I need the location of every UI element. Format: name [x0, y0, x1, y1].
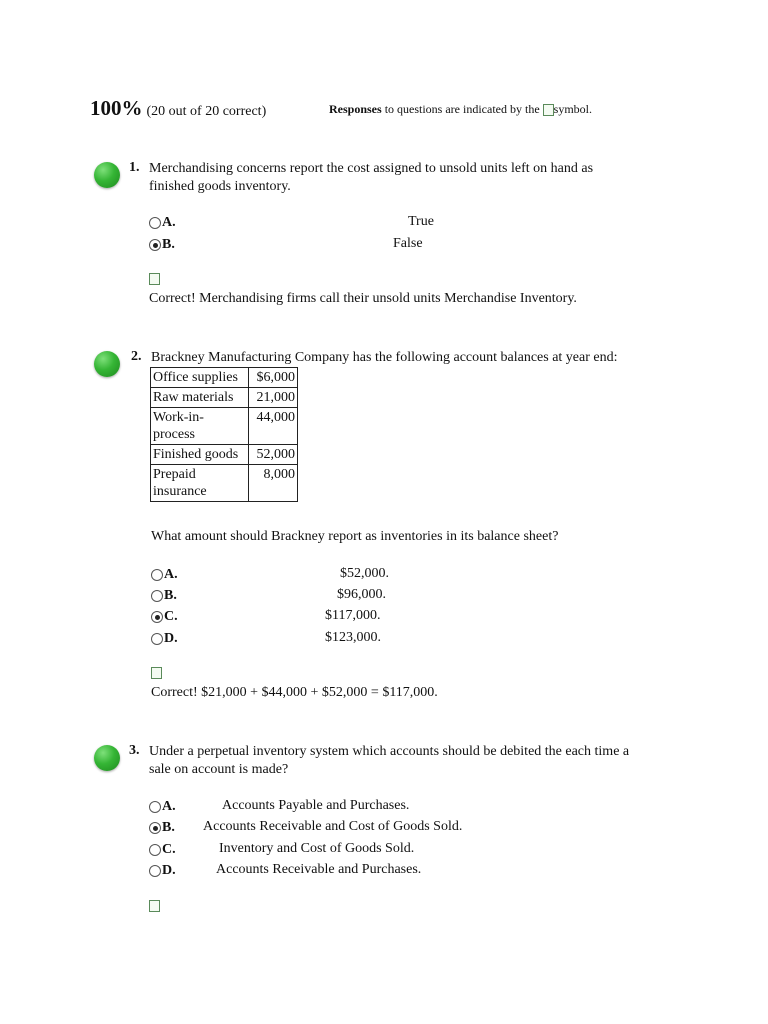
account-label: Office supplies — [151, 368, 249, 388]
question-text — [149, 743, 629, 779]
account-value: $6,000 — [248, 368, 297, 388]
score-percent: 100% — [90, 96, 143, 120]
feedback-text: Correct! Merchandising firms call their unsold units Merchandise Inventory. — [149, 291, 577, 306]
option-letter: D. — [162, 863, 176, 878]
response-indicator-icon — [149, 900, 160, 912]
option-letter: B. — [164, 588, 177, 603]
option-letter: D. — [164, 631, 178, 646]
radio-button-selected[interactable] — [151, 611, 163, 623]
question-number: 2. — [131, 349, 142, 364]
option-letter: B. — [162, 237, 175, 252]
feedback-text: Correct! $21,000 + $44,000 + $52,000 = $117,000. — [151, 685, 438, 700]
question-text: Brackney Manufacturing Company has the following account balances at year end: — [151, 350, 618, 365]
account-label: Raw materials — [151, 388, 249, 408]
option-letter: C. — [162, 842, 176, 857]
option-text: $52,000. — [340, 566, 389, 581]
account-label: Work-in-process — [151, 408, 249, 445]
correct-check-icon — [94, 162, 120, 188]
option-letter: A. — [162, 215, 176, 230]
option-d[interactable] — [151, 631, 178, 647]
correct-check-icon — [94, 351, 120, 377]
question-text-line: finished goods inventory. — [149, 179, 291, 194]
account-value: 21,000 — [248, 388, 297, 408]
table-row — [151, 388, 298, 408]
table-row — [151, 368, 298, 388]
option-d[interactable] — [149, 863, 176, 879]
option-letter: A. — [162, 799, 176, 814]
table-row — [151, 445, 298, 465]
legend-end: symbol. — [553, 102, 592, 116]
option-c[interactable] — [151, 609, 178, 625]
question-number: 3. — [129, 743, 140, 758]
account-value: 44,000 — [248, 408, 297, 445]
option-text: $117,000. — [325, 608, 381, 623]
option-a[interactable] — [149, 799, 176, 815]
question-text — [149, 160, 593, 196]
score-summary — [90, 96, 266, 121]
radio-button[interactable] — [149, 844, 161, 856]
option-letter: A. — [164, 567, 178, 582]
question-text-line: Merchandising concerns report the cost assigned to unsold units left on hand as — [149, 161, 594, 176]
option-text: False — [393, 236, 423, 251]
option-text: Accounts Payable and Purchases. — [222, 798, 410, 813]
option-text: $123,000. — [325, 630, 381, 645]
option-text: Inventory and Cost of Goods Sold. — [219, 841, 415, 856]
option-text: $96,000. — [337, 587, 386, 602]
radio-button[interactable] — [149, 801, 161, 813]
radio-button[interactable] — [149, 865, 161, 877]
radio-button[interactable] — [151, 569, 163, 581]
option-c[interactable] — [149, 842, 176, 858]
response-indicator-icon — [149, 273, 160, 285]
question-prompt: What amount should Brackney report as inventories in its balance sheet? — [151, 529, 559, 544]
account-balances-table — [150, 367, 298, 502]
option-b[interactable] — [149, 820, 175, 836]
legend-text: to questions are indicated by the — [381, 102, 543, 116]
account-value: 8,000 — [248, 465, 297, 502]
response-indicator-icon — [151, 667, 162, 679]
option-text: Accounts Receivable and Cost of Goods Sold. — [203, 819, 463, 834]
score-detail: (20 out of 20 correct) — [146, 104, 267, 119]
account-label: Prepaid insurance — [151, 465, 249, 502]
radio-button[interactable] — [151, 633, 163, 645]
account-value: 52,000 — [248, 445, 297, 465]
option-a[interactable] — [151, 567, 178, 583]
table-row — [151, 408, 298, 445]
question-text-line: Under a perpetual inventory system which accounts should be debited the each time a — [149, 744, 630, 759]
radio-button-selected[interactable] — [149, 239, 161, 251]
option-b[interactable] — [149, 237, 175, 253]
option-a[interactable] — [149, 215, 176, 231]
option-text: True — [408, 214, 434, 229]
radio-button[interactable] — [151, 590, 163, 602]
table-row — [151, 465, 298, 502]
option-b[interactable] — [151, 588, 177, 604]
account-label: Finished goods — [151, 445, 249, 465]
radio-button[interactable] — [149, 217, 161, 229]
legend-bold: Responses — [329, 102, 382, 116]
correct-check-icon — [94, 745, 120, 771]
option-letter: B. — [162, 820, 175, 835]
radio-button-selected[interactable] — [149, 822, 161, 834]
question-number: 1. — [129, 160, 140, 175]
option-text: Accounts Receivable and Purchases. — [216, 862, 422, 877]
responses-legend — [329, 102, 592, 117]
option-letter: C. — [164, 609, 178, 624]
question-text-line: sale on account is made? — [149, 762, 289, 777]
response-indicator-icon — [543, 104, 554, 116]
